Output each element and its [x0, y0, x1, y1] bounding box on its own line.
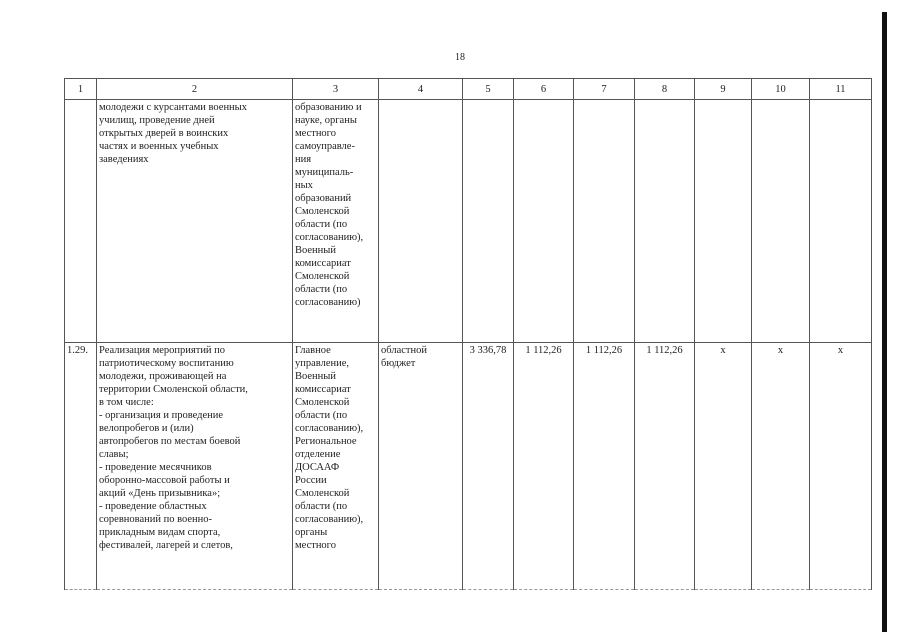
cell-line: частях и военных учебных [99, 141, 219, 152]
cell-line: Смоленской [295, 271, 350, 282]
cell-line: России [295, 475, 327, 486]
header-cell: 2 [97, 79, 293, 100]
cell-line: согласованию) [295, 297, 361, 308]
cell-line: - проведение областных [99, 501, 207, 512]
table-row [65, 100, 872, 343]
col11-cell [810, 100, 872, 343]
cell-line: комиссариат [295, 384, 351, 395]
cell-line: науке, органы [295, 115, 357, 126]
header-cell: 10 [752, 79, 810, 100]
cell-line: прикладным видам спорта, [99, 527, 221, 538]
cell-line: акций «День призывника»; [99, 488, 221, 499]
row-number-cell: 1.29. [65, 343, 97, 590]
cell-line: ния [295, 154, 312, 165]
header-cell: 6 [514, 79, 574, 100]
cell-line: местного [295, 540, 336, 551]
col10-cell: x [752, 343, 810, 590]
year3-cell [635, 100, 695, 343]
cell-line: согласованию), [295, 423, 364, 434]
funding-source-cell [379, 343, 463, 590]
measure-description-cell [97, 100, 293, 343]
cell-line: молодежи с курсантами военных [99, 102, 247, 113]
total-cell [463, 100, 514, 343]
col9-cell: x [695, 343, 752, 590]
cell-line: училищ, проведение дней [99, 115, 215, 126]
cell-line: образованию и [295, 102, 362, 113]
scan-edge-bar [882, 12, 887, 632]
row-number-cell [65, 100, 97, 343]
cell-line: ДОСААФ [295, 462, 340, 473]
year1-cell [514, 100, 574, 343]
col11-cell: x [810, 343, 872, 590]
cell-line: области (по [295, 219, 348, 230]
cell-line: молодежи, проживающей на [99, 371, 227, 382]
cell-line: образований [295, 193, 352, 204]
cell-line: отделение [295, 449, 341, 460]
cell-line: славы; [99, 449, 129, 460]
cell-line: комиссариат [295, 258, 351, 269]
measure-description-cell [97, 343, 293, 590]
funding-source-cell [379, 100, 463, 343]
cell-line: открытых дверей в воинских [99, 128, 229, 139]
col9-cell [695, 100, 752, 343]
header-cell: 1 [65, 79, 97, 100]
cell-line: согласованию), [295, 514, 364, 525]
year1-cell: 1 112,26 [514, 343, 574, 590]
cell-line: автопробегов по местам боевой [99, 436, 241, 447]
cell-line: в том числе: [99, 397, 154, 408]
cell-line: - проведение месячников [99, 462, 212, 473]
executor-cell [293, 100, 379, 343]
cell-line: заведениях [99, 154, 149, 165]
header-row [65, 79, 872, 100]
header-cell: 9 [695, 79, 752, 100]
cell-line: области (по [295, 410, 348, 421]
cell-line: соревнований по военно- [99, 514, 213, 525]
cell-line: муниципаль- [295, 167, 354, 178]
header-cell: 3 [293, 79, 379, 100]
header-cell: 7 [574, 79, 635, 100]
cell-line: оборонно-массовой работы и [99, 475, 230, 486]
year2-cell [574, 100, 635, 343]
cell-line: управление, [295, 358, 350, 369]
header-cell: 8 [635, 79, 695, 100]
header-cell: 4 [379, 79, 463, 100]
cell-line: самоуправле- [295, 141, 355, 152]
header-cell: 11 [810, 79, 872, 100]
cell-line: Военный [295, 245, 336, 256]
col10-cell [752, 100, 810, 343]
executor-cell [293, 343, 379, 590]
total-cell: 3 336,78 [463, 343, 514, 590]
cell-line: - организация и проведение [99, 410, 224, 421]
program-table [64, 78, 872, 590]
cell-line: органы [295, 527, 328, 538]
cell-line: областной [381, 345, 427, 356]
cell-line: Региональное [295, 436, 357, 447]
cell-line: Главное [295, 345, 331, 356]
cell-line: Смоленской [295, 488, 350, 499]
table-row [65, 343, 872, 590]
cell-line: местного [295, 128, 336, 139]
cell-line: велопробегов и (или) [99, 423, 194, 434]
year3-cell: 1 112,26 [635, 343, 695, 590]
cell-line: области (по [295, 284, 348, 295]
cell-line: фестивалей, лагерей и слетов, [99, 540, 233, 551]
cell-line: области (по [295, 501, 348, 512]
year2-cell: 1 112,26 [574, 343, 635, 590]
cell-line: ных [295, 180, 313, 191]
cell-line: Смоленской [295, 206, 350, 217]
cell-line: согласованию), [295, 232, 364, 243]
cell-line: территории Смоленской области, [99, 384, 248, 395]
cell-line: Реализация мероприятий по [99, 345, 226, 356]
cell-line: бюджет [381, 358, 416, 369]
cell-line: патриотическому воспитанию [99, 358, 234, 369]
cell-line: Смоленской [295, 397, 350, 408]
header-cell: 5 [463, 79, 514, 100]
cell-line: Военный [295, 371, 336, 382]
page-number: 18 [455, 52, 465, 63]
